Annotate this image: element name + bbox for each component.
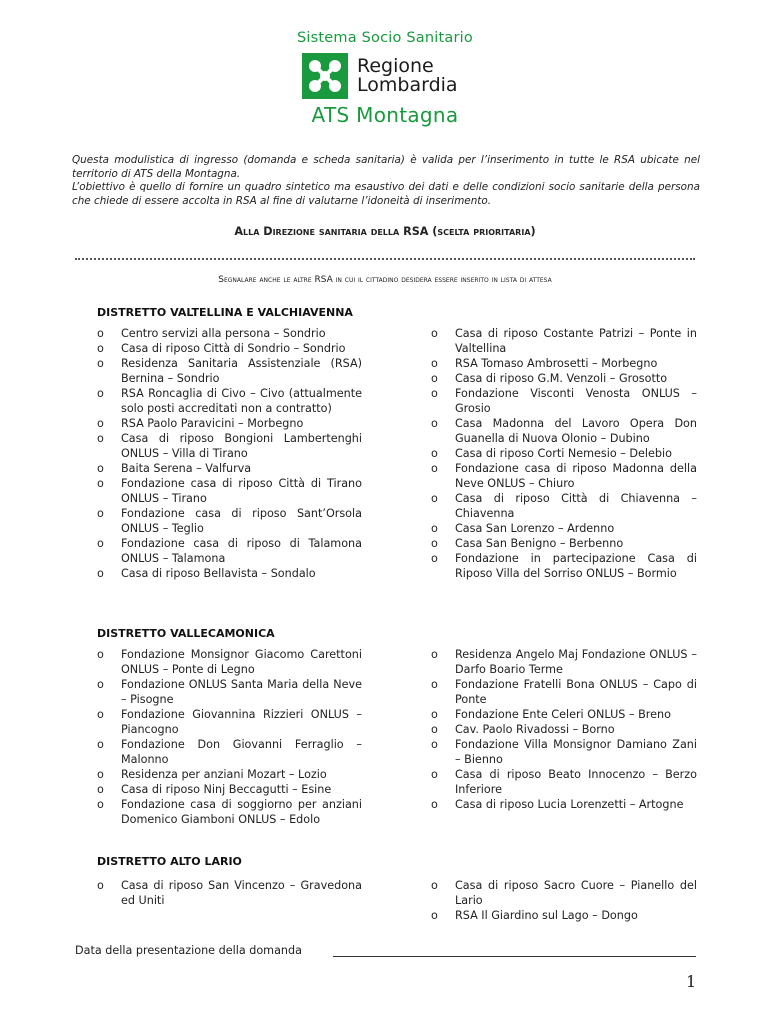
list-item: o Fondazione Giovannina Rizzieri ONLUS – Piancogno: [97, 708, 362, 736]
bullet-icon: o: [97, 738, 104, 751]
list-item: o Casa di riposo Sacro Cuore – Pianello del Lario: [431, 879, 697, 907]
list-item: o Fondazione ONLUS Santa Maria della Neve – Pisogne: [97, 678, 362, 706]
bullet-icon: o: [97, 537, 104, 550]
list-item: o Casa di riposo Bongioni Lambertenghi ONLUS – Villa di Tirano: [97, 432, 362, 460]
bullet-icon: o: [97, 417, 104, 430]
system-heading: Sistema Socio Sanitario: [297, 30, 473, 46]
bullet-icon: o: [97, 327, 104, 340]
list-item: o Casa di riposo G.M. Venzoli – Grosotto: [431, 372, 668, 385]
bullet-icon: o: [431, 723, 438, 736]
bullet-icon: o: [431, 417, 438, 430]
list-item: o RSA Tomaso Ambrosetti – Morbegno: [431, 357, 658, 370]
bullet-icon: o: [431, 492, 438, 505]
bullet-icon: o: [97, 387, 104, 400]
list-item: o Residenza Sanitaria Assistenziale (RSA) Bernina – Sondrio: [97, 357, 362, 385]
bullet-icon: o: [97, 432, 104, 445]
list-item: o Fondazione casa di riposo di Talamona ONLUS – Talamona: [97, 537, 362, 565]
logo-wordmark: [357, 57, 458, 95]
logo-line-1: Regione: [357, 55, 434, 77]
bullet-icon: o: [97, 879, 104, 892]
list-item: o Casa San Lorenzo – Ardenno: [431, 522, 615, 535]
intro-paragraph-1: Questa modulistica di ingresso (domanda e scheda sanitaria) è valida per l’inserimento in tutte le RSA ubicate nel territorio di ATS della Montagna.: [72, 154, 700, 180]
list-item: o Fondazione casa di soggiorno per anziani Domenico Giamboni ONLUS – Edolo: [97, 798, 362, 826]
subtitle: Segnalare anche le altre RSA in cui il cittadino desidera essere inserito in lista di attesa: [218, 275, 552, 285]
page-number: 1: [686, 972, 697, 991]
district-heading: DISTRETTO VALTELLINA E VALCHIAVENNA: [97, 306, 353, 319]
list-item: o Fondazione Ente Celeri ONLUS – Breno: [431, 708, 671, 721]
page-title: Alla Direzione sanitaria della RSA (scelta prioritaria): [234, 225, 536, 238]
bullet-icon: o: [97, 507, 104, 520]
list-item: o Casa di riposo Beato Innocenzo – Berzo Inferiore: [431, 768, 697, 796]
list-item: o Fondazione in partecipazione Casa di Riposo Villa del Sorriso ONLUS – Bormio: [431, 552, 697, 580]
regione-lombardia-logo-icon: [302, 53, 348, 99]
list-item: o Baita Serena – Valfurva: [97, 462, 252, 475]
list-item: o Casa di riposo Lucia Lorenzetti – Artogne: [431, 798, 684, 811]
list-item: o Casa di riposo Città di Sondrio – Sondrio: [97, 342, 346, 355]
bullet-icon: o: [97, 708, 104, 721]
bullet-icon: o: [431, 768, 438, 781]
list-item: o Cav. Paolo Rivadossi – Borno: [431, 723, 615, 736]
bullet-icon: o: [97, 357, 104, 370]
list-item: o Residenza per anziani Mozart – Lozio: [97, 768, 327, 781]
list-item: o Fondazione Don Giovanni Ferraglio – Malonno: [97, 738, 362, 766]
list-item: o Casa di riposo Corti Nemesio – Delebio: [431, 447, 672, 460]
logo-line-2: Lombardia: [357, 74, 458, 96]
list-item: o Casa San Benigno – Berbenno: [431, 537, 624, 550]
list-item: o Casa di riposo Costante Patrizi – Ponte in Valtellina: [431, 327, 697, 355]
list-item: o Centro servizi alla persona – Sondrio: [97, 327, 326, 340]
bullet-icon: o: [431, 909, 438, 922]
bullet-icon: o: [97, 342, 104, 355]
date-input-line[interactable]: [333, 956, 696, 957]
list-item: o Fondazione Fratelli Bona ONLUS – Capo di Ponte: [431, 678, 697, 706]
list-item: o Casa di riposo San Vincenzo – Gravedona ed Uniti: [97, 879, 362, 907]
bullet-icon: o: [431, 678, 438, 691]
dotted-fill-line: [75, 258, 695, 260]
district-3-left-list: [97, 878, 362, 908]
list-item: o Casa di riposo Città di Chiavenna – Chiavenna: [431, 492, 697, 520]
bullet-icon: o: [431, 708, 438, 721]
bullet-icon: o: [431, 552, 438, 565]
list-item: o Casa di riposo Ninj Beccagutti – Esine: [97, 783, 332, 796]
district-2-right-list: [431, 647, 697, 812]
list-item: o Fondazione Visconti Venosta ONLUS – Grosio: [431, 387, 697, 415]
bullet-icon: o: [431, 387, 438, 400]
district-heading: DISTRETTO ALTO LARIO: [97, 855, 242, 868]
bullet-icon: o: [431, 522, 438, 535]
list-item: o Fondazione casa di riposo Madonna della Neve ONLUS – Chiuro: [431, 462, 697, 490]
bullet-icon: o: [431, 798, 438, 811]
district-2-left-list: [97, 647, 362, 827]
bullet-icon: o: [431, 879, 438, 892]
bullet-icon: o: [97, 567, 104, 580]
list-item: o Fondazione Monsignor Giacomo Carettoni ONLUS – Ponte di Legno: [97, 648, 362, 676]
bullet-icon: o: [97, 798, 104, 811]
district-heading: DISTRETTO VALLECAMONICA: [97, 627, 275, 640]
list-item: o Residenza Angelo Maj Fondazione ONLUS – Darfo Boario Terme: [431, 648, 697, 676]
list-item: o Fondazione casa di riposo Sant’Orsola ONLUS – Teglio: [97, 507, 362, 535]
bullet-icon: o: [97, 783, 104, 796]
list-item: o Fondazione Villa Monsignor Damiano Zani – Bienno: [431, 738, 697, 766]
bullet-icon: o: [97, 768, 104, 781]
ats-heading: ATS Montagna: [311, 103, 459, 127]
bullet-icon: o: [431, 648, 438, 661]
bullet-icon: o: [431, 462, 438, 475]
date-label: Data della presentazione della domanda: [75, 944, 302, 957]
list-item: o RSA Il Giardino sul Lago – Dongo: [431, 909, 638, 922]
bullet-icon: o: [97, 462, 104, 475]
bullet-icon: o: [431, 738, 438, 751]
list-item: o RSA Roncaglia di Civo – Civo (attualmente solo posti accreditati non a contratto): [97, 387, 362, 415]
bullet-icon: o: [431, 447, 438, 460]
list-item: o Casa di riposo Bellavista – Sondalo: [97, 567, 316, 580]
bullet-icon: o: [97, 477, 104, 490]
district-1-left-list: [97, 326, 362, 581]
bullet-icon: o: [431, 537, 438, 550]
bullet-icon: o: [97, 678, 104, 691]
bullet-icon: o: [431, 327, 438, 340]
bullet-icon: o: [97, 648, 104, 661]
list-item: o Fondazione casa di riposo Città di Tirano ONLUS – Tirano: [97, 477, 362, 505]
bullet-icon: o: [431, 357, 438, 370]
intro-paragraph-2: L’obiettivo è quello di fornire un quadro sintetico ma esaustivo dei dati e delle condizioni socio sanitarie della persona che chiede di essere accolta in RSA al fine di valutarne l’idoneità di inserimento.: [72, 181, 700, 207]
district-1-right-list: [431, 326, 697, 581]
list-item: o Casa Madonna del Lavoro Opera Don Guanella di Nuova Olonio – Dubino: [431, 417, 697, 445]
district-3-right-list: [431, 878, 697, 923]
list-item: o RSA Paolo Paravicini – Morbegno: [97, 417, 304, 430]
bullet-icon: o: [431, 372, 438, 385]
